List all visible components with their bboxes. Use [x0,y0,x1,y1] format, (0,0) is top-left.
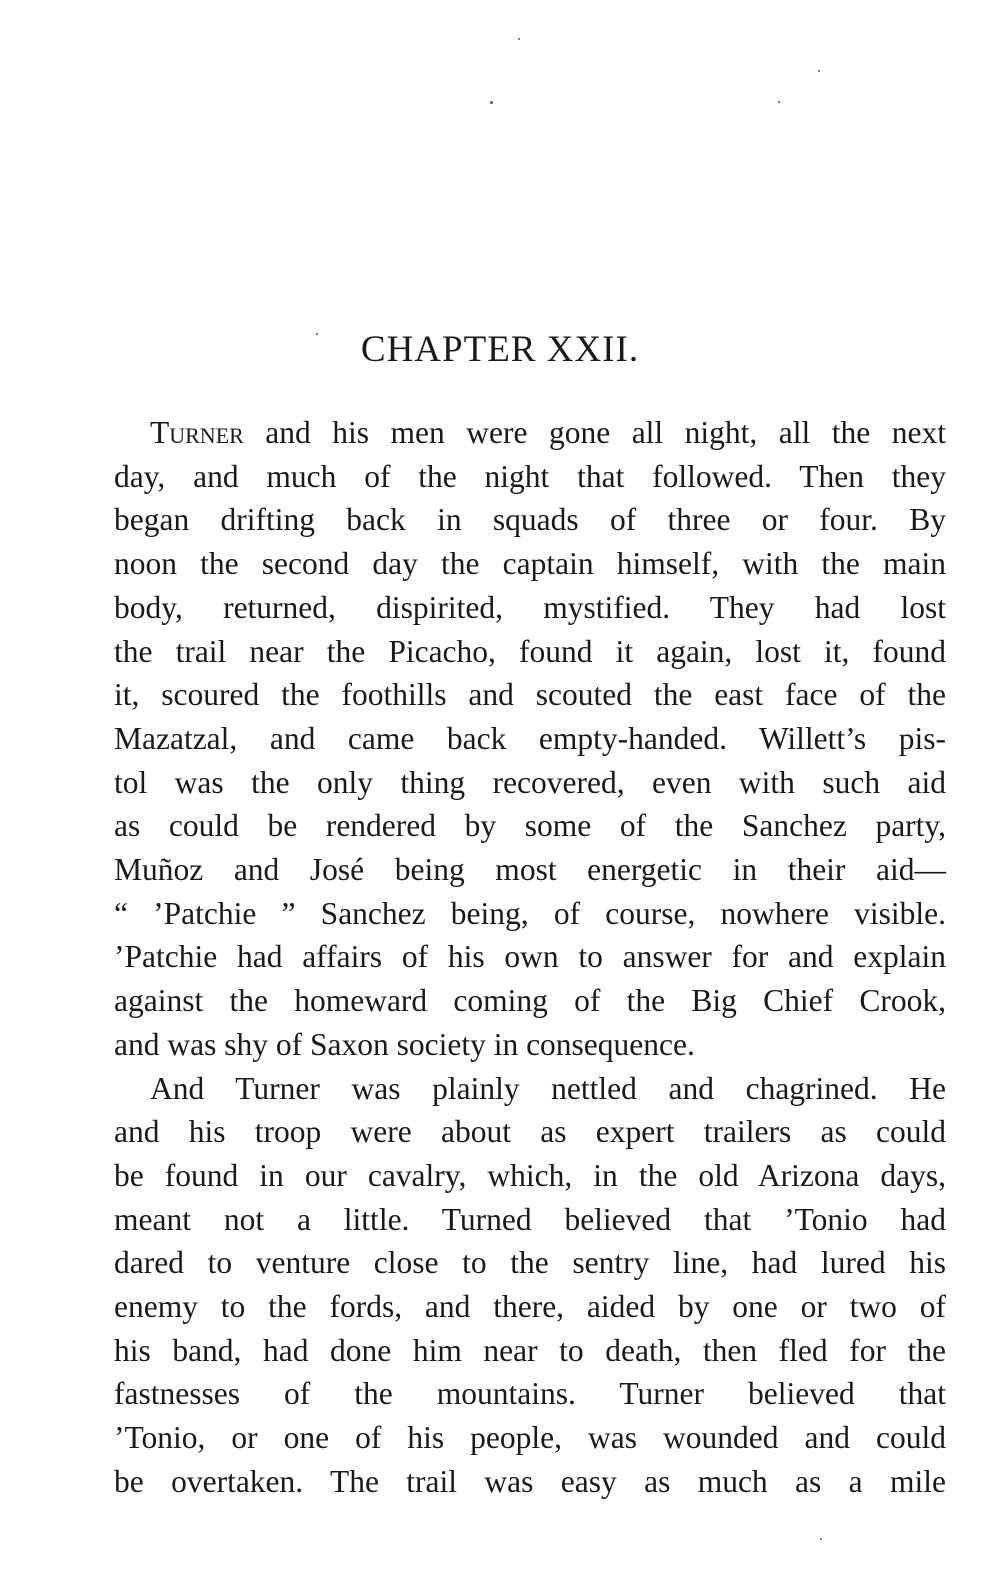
text-line: And Turner was plainly nettled and chagrined. He [150,1070,946,1106]
print-speck [818,70,820,72]
text-line [114,411,946,455]
text-line: be overtaken. The trail was easy as much as a mile [114,1463,946,1499]
text-line: Muñoz and José being most energetic in their aid— [114,852,946,888]
text-line-rest: and his men were gone all night, all the next [243,415,946,450]
text-line: enemy to the fords, and there, aided by one or two of [114,1289,946,1325]
text-line: noon the second day the captain himself, with the main [114,546,946,582]
text-line: and was shy of Saxon society in consequence. [114,1026,695,1062]
text-line: be found in our cavalry, which, in the old Arizona days, [114,1157,946,1193]
text-line: as could be rendered by some of the Sanchez party, [114,808,946,844]
text-line: day, and much of the night that followed. Then they [114,458,946,494]
chapter-title: CHAPTER XXII. [360,329,640,370]
text-line: body, returned, dispirited, mystified. They had lost [114,589,946,625]
text-line: dared to venture close to the sentry line, had lured his [114,1245,946,1281]
print-speck [518,38,520,40]
text-line: fastnesses of the mountains. Turner believed that [114,1376,946,1412]
chapter-body [114,411,946,1504]
print-speck [820,1538,822,1540]
text-line: “ ’Patchie ” Sanchez being, of course, nowhere visible. [114,895,946,931]
print-speck [490,101,493,104]
text-line: ’Patchie had affairs of his own to answer for and explain [114,939,946,975]
print-speck [778,101,780,103]
text-line: against the homeward coming of the Big Chief Crook, [114,983,946,1019]
paragraph-1 [114,411,946,1067]
paragraph-2 [114,1067,946,1504]
text-line: began drifting back in squads of three or four. By [114,502,946,538]
drop-word: Turner [150,415,244,450]
text-line: it, scoured the foothills and scouted the east face of the [114,677,946,713]
text-line: his band, had done him near to death, then fled for the [114,1332,946,1368]
text-line: ’Tonio, or one of his people, was wounded and could [114,1420,946,1456]
text-line: Mazatzal, and came back empty-handed. Willett’s pis- [114,720,946,756]
text-line: meant not a little. Turned believed that ’Tonio had [114,1201,946,1237]
text-line: and his troop were about as expert trailers as could [114,1114,946,1150]
text-line: the trail near the Picacho, found it again, lost it, found [114,633,946,669]
text-line: tol was the only thing recovered, even with such aid [114,764,946,800]
